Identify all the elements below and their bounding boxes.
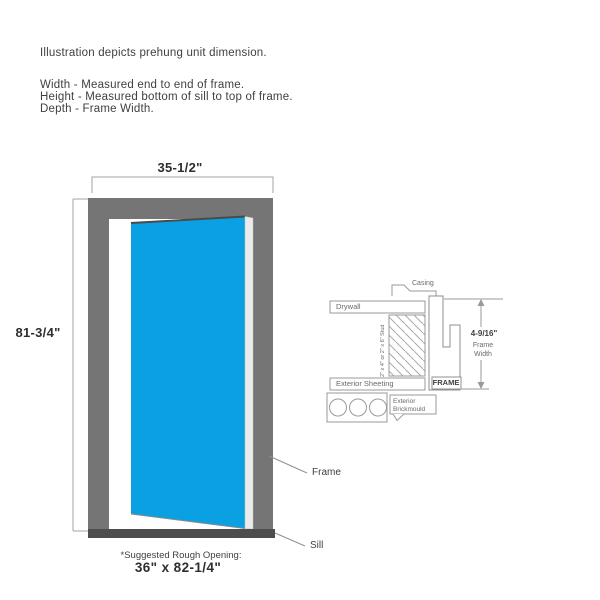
drywall-label: Drywall — [336, 302, 361, 311]
door-slab — [131, 217, 245, 529]
brickmould-label-line1: Exterior — [393, 398, 416, 405]
door-illustration — [73, 177, 307, 546]
door-sill — [88, 529, 275, 538]
intro-depth-line: Depth - Frame Width. — [40, 103, 154, 115]
sill-leader-line — [275, 533, 305, 546]
rough-opening-caption: *Suggested Rough Opening: — [120, 550, 242, 561]
brickmould-box — [327, 393, 387, 422]
exterior-sheeting-label: Exterior Sheeting — [336, 379, 394, 388]
frame-jamb-profile — [429, 296, 460, 390]
height-dimension-line — [73, 199, 89, 531]
width-dimension-value: 35-1/2" — [157, 160, 203, 175]
rough-opening-value: 36" x 82-1/4" — [134, 560, 222, 575]
depth-arrow-down — [478, 382, 485, 389]
intro-height-line: Height - Measured bottom of sill to top of frame. — [40, 91, 293, 103]
casing-label: Casing — [412, 280, 434, 287]
sill-callout-label: Sill — [310, 540, 324, 551]
stud-hatched-box — [389, 315, 425, 376]
depth-dimension-value: 4-9/16" — [470, 329, 498, 338]
frame-callout-label: Frame — [312, 467, 341, 478]
intro-headline: Illustration depicts prehung unit dimension. — [40, 47, 267, 59]
frame-section-label: FRAME — [432, 378, 460, 387]
stud-label: 2" x 4" or 2" x 6" Stud — [380, 324, 386, 377]
frame-leader-line — [269, 456, 307, 473]
door-edge-face — [245, 217, 253, 530]
width-dimension-bracket — [92, 177, 273, 193]
brickmould-callout-tail — [393, 414, 404, 421]
depth-caption-line2: Width — [474, 351, 492, 358]
intro-width-line: Width - Measured end to end of frame. — [40, 79, 245, 91]
height-dimension-value: 81-3/4" — [15, 325, 61, 340]
brickmould-label-line2: Brickmould — [393, 406, 426, 413]
depth-caption-line1: Frame — [472, 342, 494, 349]
depth-arrow-up — [478, 299, 485, 306]
